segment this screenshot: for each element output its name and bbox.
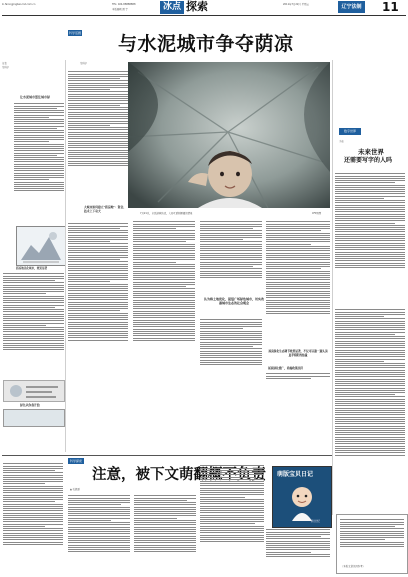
byline-label: 记者 bbox=[2, 62, 7, 65]
article-mid-col-1 bbox=[68, 70, 128, 200]
article-mid-col-3 bbox=[133, 220, 195, 382]
footer-box bbox=[336, 514, 408, 574]
subhead-1: 让水泥城市留住城市绿 bbox=[20, 95, 51, 99]
section-logo: 冰点 bbox=[160, 1, 184, 14]
book-brand: 新世纪 bbox=[311, 519, 321, 523]
article-mid-col-6 bbox=[266, 220, 330, 348]
subhead-7: 屋顶绿化生态调节效果显著，不仅可以遮一遮头顶夏季骄阳的热量 bbox=[268, 349, 328, 357]
article-mid-col-7 bbox=[266, 372, 330, 384]
lower-col-1 bbox=[3, 462, 63, 574]
article-left-col-2 bbox=[3, 272, 64, 376]
section-title: 探索 bbox=[186, 0, 208, 13]
weekday-badge: 辽宁法制 bbox=[338, 1, 365, 13]
lower-headline: 注意，被下文萌翻概不负责 bbox=[92, 466, 266, 483]
middle-byline: 吴科宁 bbox=[80, 62, 88, 65]
article-mid-col-5 bbox=[200, 318, 262, 382]
baby-illustration bbox=[287, 485, 317, 521]
right-author: 李志 bbox=[339, 140, 344, 143]
small-photo bbox=[3, 409, 65, 427]
header-url: ln.farongjingbao.lnd.com.cn bbox=[2, 3, 36, 6]
footer-box-text bbox=[340, 518, 404, 562]
right-headline-2: 还需要写字的人吗 bbox=[344, 157, 393, 164]
main-photo bbox=[128, 62, 330, 208]
right-col-text-2 bbox=[335, 308, 405, 512]
lower-col-4 bbox=[200, 464, 264, 574]
lower-kicker: 科学探索 bbox=[69, 459, 82, 463]
header-date: 2011年7月22日 星期五 bbox=[283, 3, 309, 6]
right-headline-1: 未来世界 bbox=[358, 148, 384, 156]
header-tel: TEL: 024-88888888 bbox=[112, 3, 136, 6]
footer-note: （本版文章仅供参考） bbox=[341, 565, 365, 568]
lower-col-5 bbox=[266, 528, 330, 574]
lower-byline: ▲ 孔凯丽 bbox=[70, 488, 80, 491]
left-icon-box bbox=[3, 380, 65, 402]
lower-col-3 bbox=[134, 494, 196, 574]
left-illustration bbox=[16, 226, 66, 266]
main-headline: 与水泥城市争夺荫凉 bbox=[118, 33, 294, 55]
subhead-4: 屋顶绿化推广，尚需政策扶持 bbox=[268, 366, 303, 370]
header-editor: 本版编辑 朗 宇 bbox=[112, 8, 128, 11]
book-title: 萌版宝贝日记 bbox=[277, 471, 314, 478]
subhead-2: 大城市如何建立"荫凉地"：资金、技术上下功夫 bbox=[84, 205, 127, 213]
lower-col-2 bbox=[68, 494, 130, 574]
right-col-text-1 bbox=[335, 172, 405, 302]
main-kicker: 科学话题 bbox=[68, 31, 81, 35]
page-number: 11 bbox=[382, 0, 399, 14]
subhead-5: 荫凉地美化城市，效果显著 bbox=[16, 267, 48, 270]
byline-name: 吴科宁 bbox=[2, 66, 10, 69]
subhead-3: 认为将土地优化，提倡广场绿色城市，切实改善城市生态的社会观念 bbox=[204, 297, 265, 305]
article-mid-col-4 bbox=[200, 220, 262, 296]
subhead-6: 绿色从你我开始 bbox=[20, 403, 40, 407]
right-kicker: 数字世界 bbox=[339, 128, 361, 135]
photo-caption: 7月21日，市民游园纳凉，大荷叶遮阳解暑的情景 bbox=[140, 212, 193, 215]
article-left-col-1 bbox=[14, 102, 64, 222]
book-cover bbox=[272, 466, 332, 528]
photo-credit: CFP供图 bbox=[312, 212, 322, 215]
article-mid-col-2 bbox=[68, 222, 128, 382]
